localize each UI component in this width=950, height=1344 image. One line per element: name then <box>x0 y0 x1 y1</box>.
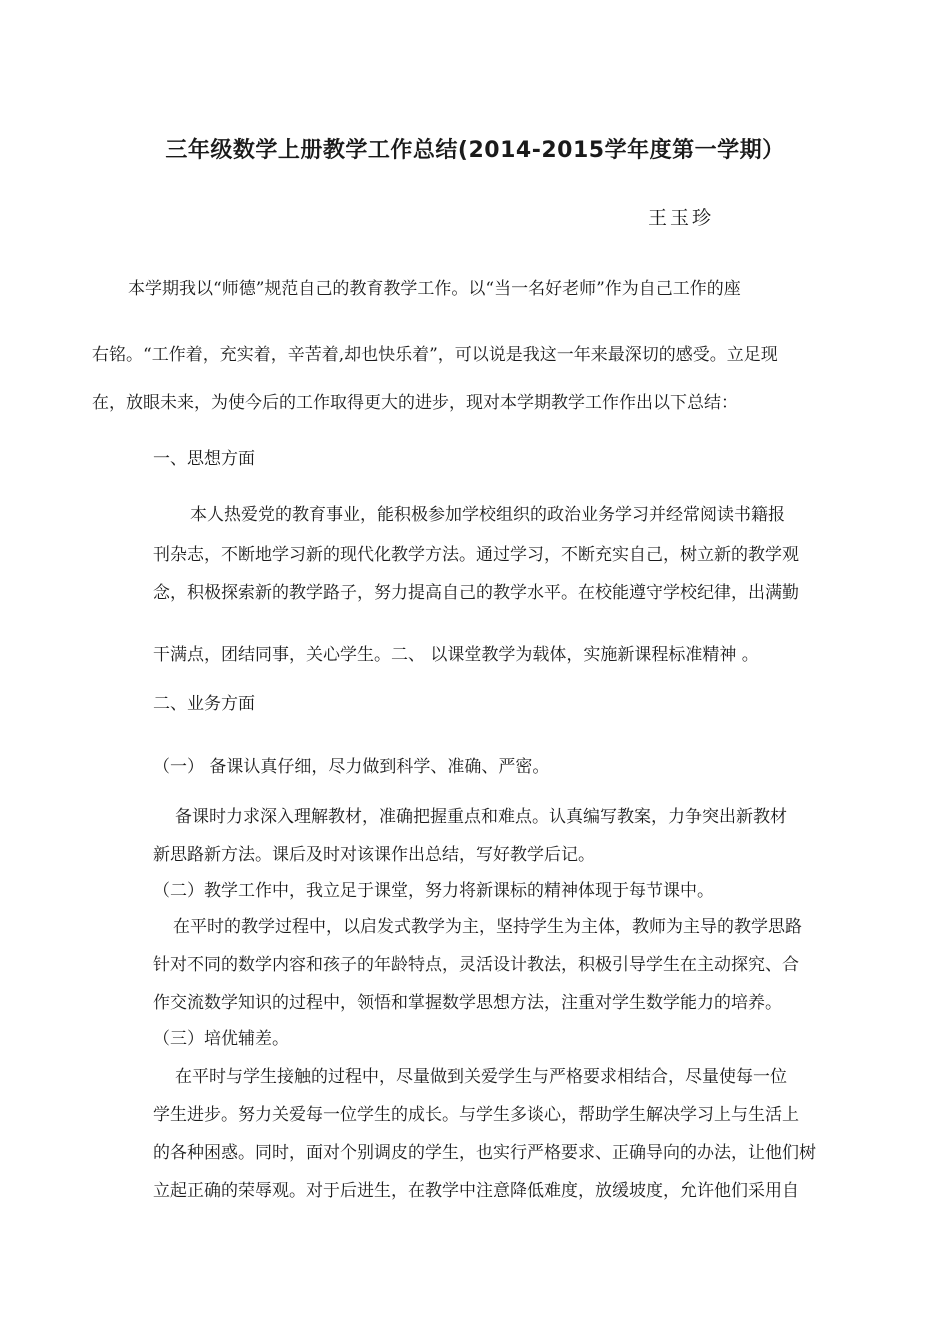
paragraph-line: 备课时力求深入理解教材，准确把握重点和难点。认真编写教案，力争突出新教材 <box>175 807 787 827</box>
subsection-heading: （一） 备课认真仔细，尽力做到科学、准确、严密。 <box>153 757 550 777</box>
paragraph-line: 本学期我以“师德”规范自己的教育教学工作。以“当一名好老师”作为自己工作的座 <box>128 279 741 299</box>
paragraph-line: 本人热爱党的教育事业，能积极参加学校组织的政治业务学习并经常阅读书籍报 <box>190 505 785 525</box>
subsection-heading: （二）教学工作中，我立足于课堂，努力将新课标的精神体现于每节课中。 <box>153 881 714 901</box>
paragraph-line: 念，积极探索新的教学路子，努力提高自己的教学水平。在校能遵守学校纪律，出满勤 <box>153 583 799 603</box>
paragraph-line: 干满点，团结同事，关心学生。二、 以课堂教学为载体，实施新课程标准精神 。 <box>153 645 759 665</box>
paragraph-line: 刊杂志，不断地学习新的现代化教学方法。通过学习，不断充实自己，树立新的教学观 <box>153 545 799 565</box>
paragraph-line: 新思路新方法。课后及时对该课作出总结，写好教学后记。 <box>153 845 595 865</box>
section-heading: 二、业务方面 <box>153 694 255 714</box>
paragraph-line: 在平时与学生接触的过程中，尽量做到关爱学生与严格要求相结合，尽量使每一位 <box>175 1067 787 1087</box>
paragraph-line: 学生进步。努力关爱每一位学生的成长。与学生多谈心，帮助学生解决学习上与生活上 <box>153 1105 799 1125</box>
author-name: 王玉珍 <box>648 207 715 229</box>
section-heading: 一、思想方面 <box>153 449 255 469</box>
paragraph-line: 在，放眼未来，为使今后的工作取得更大的进步，现对本学期教学工作作出以下总结： <box>92 393 738 413</box>
document-title: 三年级数学上册教学工作总结(2014-2015学年度第一学期） <box>165 138 785 163</box>
paragraph-line: 右铭。“工作着，充实着，辛苦着,却也快乐着”，可以说是我这一年来最深切的感受。立足现 <box>92 345 778 365</box>
paragraph-line: 针对不同的数学内容和孩子的年龄特点，灵活设计教法，积极引导学生在主动探究、合 <box>153 955 799 975</box>
paragraph-line: 作交流数学知识的过程中，领悟和掌握数学思想方法，注重对学生数学能力的培养。 <box>153 993 782 1013</box>
paragraph-line: 在平时的教学过程中，以启发式教学为主，坚持学生为主体，教师为主导的教学思路 <box>173 917 802 937</box>
paragraph-line: 立起正确的荣辱观。对于后进生，在教学中注意降低难度，放缓坡度，允许他们采用自 <box>153 1181 799 1201</box>
subsection-heading: （三）培优辅差。 <box>153 1029 289 1049</box>
paragraph-line: 的各种困惑。同时，面对个别调皮的学生，也实行严格要求、正确导向的办法，让他们树 <box>153 1143 816 1163</box>
